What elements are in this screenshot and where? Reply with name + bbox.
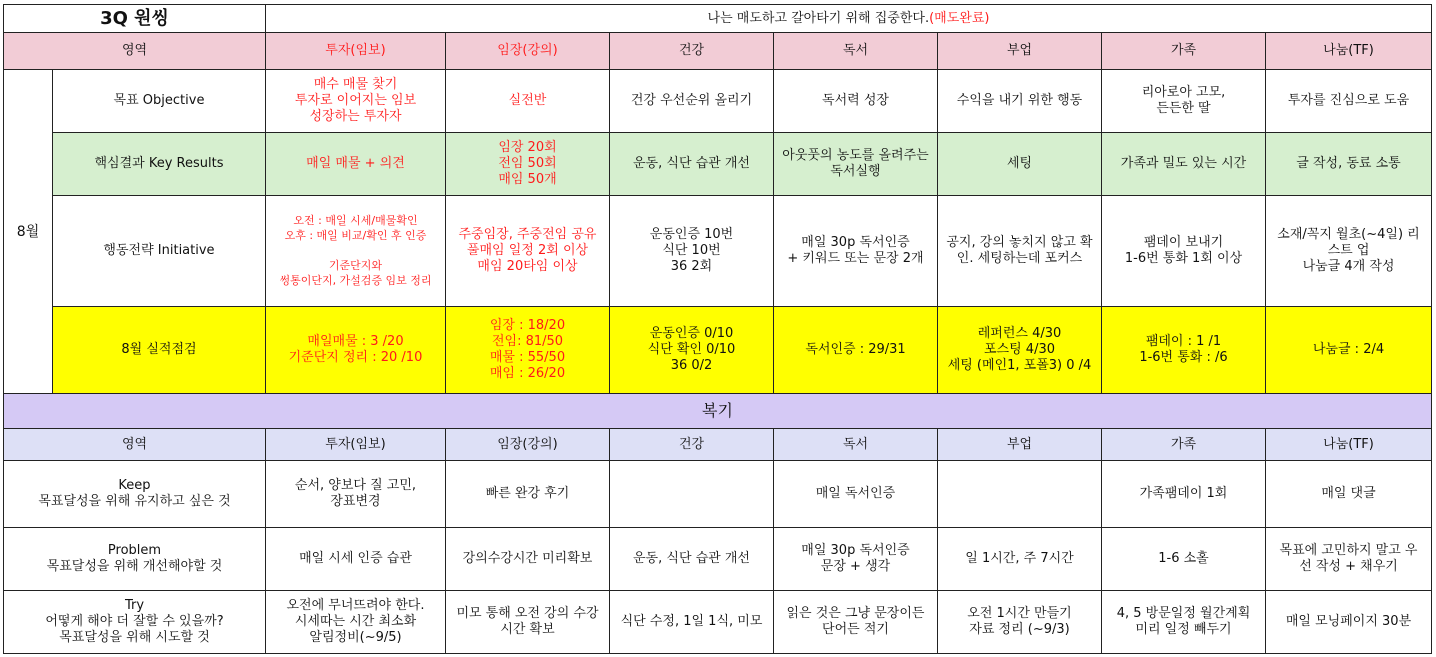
cell-text: 임장 20회 전임 50회 매임 50개 [498, 139, 557, 187]
cell-text: 미모 통해 오전 강의 수강 시간 확보 [456, 606, 599, 638]
try-sharing[interactable] [1266, 591, 1432, 654]
objective-family[interactable] [1102, 69, 1266, 132]
review-col-invest[interactable]: 투자(임보) [266, 428, 446, 460]
cell-text: 순서, 양보다 질 고민, 장표변경 [294, 478, 417, 510]
cell-text: 운동, 식단 습관 개선 [633, 155, 750, 171]
review-col-family[interactable]: 가족 [1102, 428, 1266, 460]
try-fieldwork[interactable] [446, 591, 610, 654]
cell-text: 매일매물 : 3 /20 기준단지 정리 : 20 /10 [288, 334, 423, 366]
cell-text: 운동인증 10번 식단 10번 36 2회 [649, 226, 734, 274]
cell-text: 매일 30p 독서인증 문장 + 생각 [801, 543, 910, 575]
cell-text: 매수 매물 찾기 투자로 이어지는 임보 성장하는 투자자 [294, 76, 417, 124]
kr-invest[interactable] [266, 132, 446, 195]
review-label-problem[interactable] [4, 528, 266, 591]
kr-reading[interactable] [774, 132, 938, 195]
problem-reading[interactable] [774, 528, 938, 591]
initiative-invest[interactable] [266, 195, 446, 307]
review-label-keep[interactable] [4, 461, 266, 528]
keep-invest[interactable] [266, 461, 446, 528]
cell-text: Try 어떻게 해야 더 잘할 수 있을까? 목표달성을 위해 시도할 것 [45, 598, 224, 646]
col-header-health[interactable]: 건강 [610, 33, 774, 70]
cell-text: 독서력 성장 [822, 92, 889, 108]
cell-text: 팸데이 보내기 1-6번 통화 1회 이상 [1124, 234, 1243, 266]
problem-sharing[interactable] [1266, 528, 1432, 591]
problem-fieldwork[interactable] [446, 528, 610, 591]
cell-text: 일 1시간, 주 7시간 [965, 551, 1074, 567]
col-header-side-job[interactable]: 부업 [938, 33, 1102, 70]
try-reading[interactable] [774, 591, 938, 654]
cell-text: 식단 수정, 1일 1식, 미모 [620, 614, 763, 630]
kr-family[interactable] [1102, 132, 1266, 195]
col-header-area[interactable]: 영역 [4, 33, 266, 70]
row-label-august-check[interactable]: 8월 실적점검 [53, 307, 266, 394]
try-invest[interactable] [266, 591, 446, 654]
review-col-sharing[interactable]: 나눔(TF) [1266, 428, 1432, 460]
cell-text: 강의수강시간 미리확보 [462, 551, 593, 567]
cell-text: 오전 : 매일 시세/매물확인 오후 : 매일 비교/확인 후 인증 기준단지와 썽통이단지, 가설검증 임보 정리 [279, 214, 432, 288]
cell-text: 실전반 [508, 92, 547, 108]
cell-text: 매일 매물 + 의견 [306, 155, 405, 171]
keep-reading[interactable] [774, 461, 938, 528]
keep-fieldwork[interactable] [446, 461, 610, 528]
review-col-reading[interactable]: 독서 [774, 428, 938, 460]
objective-side-job[interactable] [938, 69, 1102, 132]
cell-text: 오전 1시간 만들기 자료 정리 (~9/3) [967, 606, 1072, 638]
month-label[interactable]: 8월 [4, 69, 53, 393]
col-header-reading[interactable]: 독서 [774, 33, 938, 70]
keep-family[interactable] [1102, 461, 1266, 528]
check-side-job[interactable] [938, 307, 1102, 394]
cell-text: 아웃풋의 농도를 올려주는 독서실행 [782, 147, 929, 179]
keep-side-job[interactable] [938, 461, 1102, 528]
kr-fieldwork[interactable] [446, 132, 610, 195]
cell-text: 건강 우선순위 올리기 [630, 92, 753, 108]
row-label-initiative[interactable]: 행동전략 Initiative [53, 195, 266, 307]
motto-status: (매도완료) [929, 10, 990, 26]
row-label-objective[interactable]: 목표 Objective [53, 69, 266, 132]
keep-sharing[interactable] [1266, 461, 1432, 528]
initiative-reading[interactable] [774, 195, 938, 307]
cell-text: 가족팸데이 1회 [1139, 486, 1228, 502]
check-family[interactable] [1102, 307, 1266, 394]
try-family[interactable] [1102, 591, 1266, 654]
objective-sharing[interactable] [1266, 69, 1432, 132]
col-header-fieldwork[interactable]: 임장(강의) [446, 33, 610, 70]
sheet-title[interactable]: 3Q 원씽 [4, 5, 266, 33]
problem-health[interactable] [610, 528, 774, 591]
check-sharing[interactable] [1266, 307, 1432, 394]
review-col-side-job[interactable]: 부업 [938, 428, 1102, 460]
review-section-title[interactable]: 복기 [4, 394, 1432, 428]
check-invest[interactable] [266, 307, 446, 394]
objective-health[interactable] [610, 69, 774, 132]
cell-text: Keep 목표달성을 위해 유지하고 싶은 것 [38, 478, 231, 510]
okr-sheet [3, 4, 1432, 654]
problem-family[interactable] [1102, 528, 1266, 591]
cell-text: 세팅 [1006, 155, 1033, 171]
objective-invest[interactable] [266, 69, 446, 132]
cell-text: 운동인증 0/10 식단 확인 0/10 36 0/2 [647, 326, 736, 374]
initiative-fieldwork[interactable] [446, 195, 610, 307]
keep-health[interactable] [610, 461, 774, 528]
cell-text: 레퍼런스 4/30 포스팅 4/30 세팅 (메인1, 포폴3) 0 /4 [947, 326, 1092, 374]
check-health[interactable] [610, 307, 774, 394]
cell-text: 매일 모닝페이지 30분 [1285, 614, 1412, 630]
cell-text: 독서인증 : 29/31 [805, 342, 906, 358]
cell-text: 리아로아 고모, 든든한 딸 [1141, 84, 1226, 116]
cell-text: 매일 시세 인증 습관 [299, 551, 412, 567]
col-header-sharing[interactable]: 나눔(TF) [1266, 33, 1432, 70]
review-col-area[interactable]: 영역 [4, 428, 266, 460]
review-col-fieldwork[interactable]: 임장(강의) [446, 428, 610, 460]
cell-text: 글 작성, 동료 소통 [1296, 155, 1401, 171]
cell-text: 주중임장, 주중전임 공유 풀매임 일정 2회 이상 매임 20타임 이상 [458, 226, 597, 274]
cell-text: 매일 댓글 [1321, 486, 1376, 502]
objective-reading[interactable] [774, 69, 938, 132]
cell-text: 빠른 완강 후기 [485, 486, 570, 502]
initiative-sharing[interactable] [1266, 195, 1432, 307]
review-col-health[interactable]: 건강 [610, 428, 774, 460]
motto-text: 나는 매도하고 갈아타기 위해 집중한다. [707, 10, 930, 26]
cell-text: 팸데이 : 1 /1 1-6번 통화 : /6 [1139, 334, 1228, 366]
objective-fieldwork[interactable] [446, 69, 610, 132]
try-side-job[interactable] [938, 591, 1102, 654]
try-health[interactable] [610, 591, 774, 654]
col-header-invest[interactable]: 투자(임보) [266, 33, 446, 70]
cell-text: 매일 독서인증 [815, 486, 896, 502]
cell-text: 매일 30p 독서인증 + 키워드 또는 문장 2개 [787, 234, 924, 266]
cell-text: 나눔글 : 2/4 [1312, 342, 1385, 358]
cell-text: Problem 목표달성을 위해 개선해야할 것 [46, 543, 223, 575]
cell-text: 4, 5 방문일정 월간계획 미리 일정 빼두기 [1116, 606, 1251, 638]
motto-cell[interactable] [266, 5, 1432, 33]
initiative-side-job[interactable] [938, 195, 1102, 307]
cell-text: 1-6 소홀 [1158, 551, 1209, 567]
cell-text: 임장 : 18/20 전임: 81/50 매물 : 55/50 매임 : 26/20 [489, 318, 566, 382]
cell-text: 공지, 강의 놓치지 않고 확 인. 세팅하는데 포커스 [946, 234, 1093, 266]
cell-text: 소재/꼭지 월초(~4일) 리 스트 업 나눔글 4개 작성 [1277, 226, 1420, 274]
cell-text: 목표에 고민하지 말고 우 선 작성 + 채우기 [1279, 543, 1418, 575]
kr-sharing[interactable] [1266, 132, 1432, 195]
check-fieldwork[interactable] [446, 307, 610, 394]
cell-text: 오전에 무너뜨려야 한다. 시세따는 시간 최소화 알림정비(~9/5) [286, 598, 425, 646]
cell-text: 운동, 식단 습관 개선 [633, 551, 750, 567]
cell-text: 가족과 밀도 있는 시간 [1120, 155, 1247, 171]
initiative-health[interactable] [610, 195, 774, 307]
kr-side-job[interactable] [938, 132, 1102, 195]
col-header-family[interactable]: 가족 [1102, 33, 1266, 70]
check-reading[interactable] [774, 307, 938, 394]
cell-text: 읽은 것은 그냥 문장이든 단어든 적기 [786, 606, 925, 638]
cell-text: 수익을 내기 위한 행동 [956, 92, 1083, 108]
problem-side-job[interactable] [938, 528, 1102, 591]
initiative-family[interactable] [1102, 195, 1266, 307]
review-label-try[interactable] [4, 591, 266, 654]
kr-health[interactable] [610, 132, 774, 195]
row-label-key-results[interactable]: 핵심결과 Key Results [53, 132, 266, 195]
cell-text: 투자를 진심으로 도움 [1287, 92, 1410, 108]
problem-invest[interactable] [266, 528, 446, 591]
